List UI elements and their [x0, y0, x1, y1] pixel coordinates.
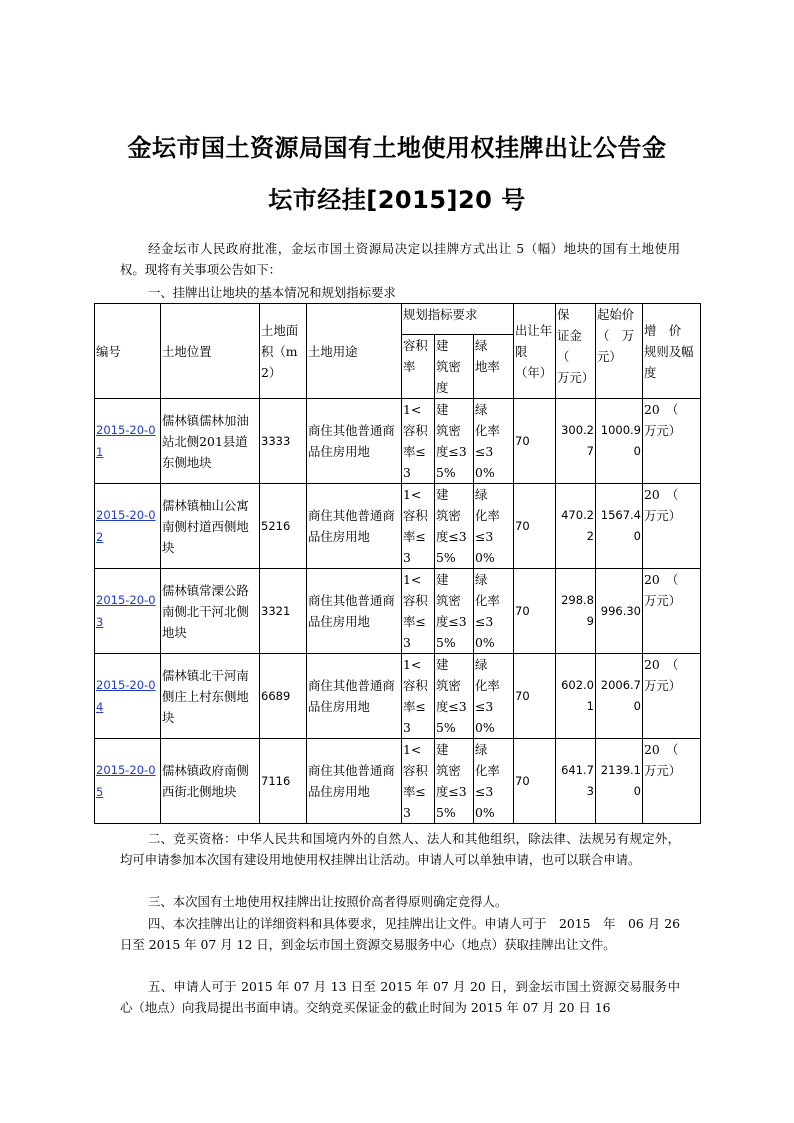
- section1-heading: 一、挂牌出让地块的基本情况和规划指标要求: [148, 285, 396, 300]
- document-title-line1: 金坛市国土资源局国有土地使用权挂牌出让公告金: [127, 134, 667, 162]
- table-cell-area: 6689: [260, 654, 307, 739]
- table-cell-location: 儒林镇政府南侧西街北侧地块: [161, 739, 260, 824]
- table-cell-area: 5216: [260, 484, 307, 569]
- table-cell-start-price: 2139.10: [596, 739, 643, 824]
- table-cell-use: 商住其他普通商品住房用地: [307, 654, 402, 739]
- header-start-price: 起始价（ 万元）: [596, 304, 643, 399]
- table-cell-density: 建 筑密 度≤35%: [435, 569, 474, 654]
- section4-paragraph: 四、本次挂牌出让的详细资料和具体要求，见挂牌出让文件。申请人可于 2015 年 06 月 26 日至 2015 年 07 月 12 日，到金坛市国土资源交易服务中心（地点）获取挂牌出让文件。: [120, 916, 680, 952]
- table-cell-area: 3333: [260, 399, 307, 484]
- table-cell-code: [95, 399, 161, 484]
- section5-paragraph: 五、申请人可于 2015 年 07 月 13 日至 2015 年 07 月 20 日，到金坛市国土资源交易服务中心（地点）向我局提出书面申请。交纳竞买保证金的截止时间为 2015 年 07 月 20 日 16: [120, 979, 680, 1015]
- table-cell-area: 3321: [260, 569, 307, 654]
- table-cell-green: 绿 化率 ≤30%: [474, 569, 514, 654]
- table-cell-green: 绿 化率 ≤30%: [474, 399, 514, 484]
- table-cell-area: 7116: [260, 739, 307, 824]
- table-cell-density: 建 筑密 度≤35%: [435, 654, 474, 739]
- header-code: 编号: [95, 304, 161, 399]
- table-cell-code: [95, 654, 161, 739]
- table-cell-increment: 20 （ 万元）: [643, 654, 701, 739]
- table-cell-start-price: 1567.40: [596, 484, 643, 569]
- table-row: [95, 484, 701, 569]
- table-cell-deposit: 300.27: [556, 399, 596, 484]
- table-cell-far: 1< 容积率≤3: [402, 399, 435, 484]
- table-cell-far: 1< 容积率≤3: [402, 654, 435, 739]
- table-cell-far: 1< 容积率≤3: [402, 569, 435, 654]
- parcel-code-link[interactable]: 2015-20-02: [96, 508, 156, 544]
- table-cell-green: 绿 化率 ≤30%: [474, 484, 514, 569]
- table-cell-far: 1< 容积率≤3: [402, 484, 435, 569]
- table-cell-deposit: 470.22: [556, 484, 596, 569]
- table-cell-start-price: 1000.90: [596, 399, 643, 484]
- table-cell-increment: 20 （ 万元）: [643, 739, 701, 824]
- header-far: 容积率: [402, 335, 435, 399]
- table-cell-code: [95, 484, 161, 569]
- table-cell-use: 商住其他普通商品住房用地: [307, 569, 402, 654]
- table-cell-code: [95, 739, 161, 824]
- header-planning: 规划指标要求: [402, 304, 514, 335]
- header-deposit: 保 证金 （ 万元）: [556, 304, 596, 399]
- table-cell-green: 绿 化率 ≤30%: [474, 739, 514, 824]
- parcel-code-link[interactable]: 2015-20-03: [96, 593, 156, 629]
- table-row: [95, 569, 701, 654]
- table-cell-green: 绿 化率 ≤30%: [474, 654, 514, 739]
- table-cell-deposit: 298.89: [556, 569, 596, 654]
- table-cell-location: 儒林镇北干河南侧庄上村东侧地块: [161, 654, 260, 739]
- table-cell-far: 1< 容积率≤3: [402, 739, 435, 824]
- table-cell-start-price: 2006.70: [596, 654, 643, 739]
- section3-paragraph: 三、本次国有土地使用权挂牌出让按照价高者得原则确定竞得人。: [148, 894, 508, 909]
- table-cell-increment: 20 （ 万元）: [643, 399, 701, 484]
- table-cell-location: 儒林镇儒林加油站北侧201县道东侧地块: [161, 399, 260, 484]
- table-cell-increment: 20 （ 万元）: [643, 484, 701, 569]
- header-area: 土地面积（m2）: [260, 304, 307, 399]
- land-parcel-table: [94, 303, 701, 824]
- table-cell-deposit: 641.73: [556, 739, 596, 824]
- table-cell-start-price: 996.30: [596, 569, 643, 654]
- table-cell-term: 70: [514, 739, 556, 824]
- parcel-code-link[interactable]: 2015-20-04: [96, 678, 156, 714]
- table-cell-use: 商住其他普通商品住房用地: [307, 399, 402, 484]
- table-cell-density: 建 筑密 度≤35%: [435, 484, 474, 569]
- table-cell-term: 70: [514, 399, 556, 484]
- table-cell-term: 70: [514, 569, 556, 654]
- table-cell-density: 建 筑密 度≤35%: [435, 399, 474, 484]
- table-cell-location: 儒林镇常溧公路南侧北干河北侧地块: [161, 569, 260, 654]
- table-cell-term: 70: [514, 654, 556, 739]
- table-cell-location: 儒林镇柚山公寓南侧村道西侧地块: [161, 484, 260, 569]
- table-cell-use: 商住其他普通商品住房用地: [307, 484, 402, 569]
- table-row: [95, 399, 701, 484]
- table-row: [95, 654, 701, 739]
- table-cell-increment: 20 （ 万元）: [643, 569, 701, 654]
- header-density: 建 筑密度: [435, 335, 474, 399]
- table-cell-use: 商住其他普通商品住房用地: [307, 739, 402, 824]
- table-cell-deposit: 602.01: [556, 654, 596, 739]
- header-green: 绿 地率: [474, 335, 514, 399]
- header-use: 土地用途: [307, 304, 402, 399]
- table-cell-code: [95, 569, 161, 654]
- document-title-line2: 坛市经挂[2015]20 号: [268, 186, 526, 214]
- table-row: [95, 739, 701, 824]
- header-increment: 增 价 规则及幅度: [643, 304, 701, 399]
- parcel-code-link[interactable]: 2015-20-05: [96, 763, 156, 799]
- parcel-code-link[interactable]: 2015-20-01: [96, 423, 156, 459]
- intro-paragraph: 经金坛市人民政府批准，金坛市国土资源局决定以挂牌方式出让 5（幅）地块的国有土地使用权。现将有关事项公告如下：: [120, 241, 680, 277]
- table-cell-density: 建 筑密 度≤35%: [435, 739, 474, 824]
- section2-paragraph: 二、竞买资格：中华人民共和国境内外的自然人、法人和其他组织，除法律、法规另有规定外，均可申请参加本次国有建设用地使用权挂牌出让活动。申请人可以单独申请，也可以联合申请。: [120, 831, 680, 867]
- header-term: 出让年限（年）: [514, 304, 556, 399]
- table-cell-term: 70: [514, 484, 556, 569]
- header-location: 土地位置: [161, 304, 260, 399]
